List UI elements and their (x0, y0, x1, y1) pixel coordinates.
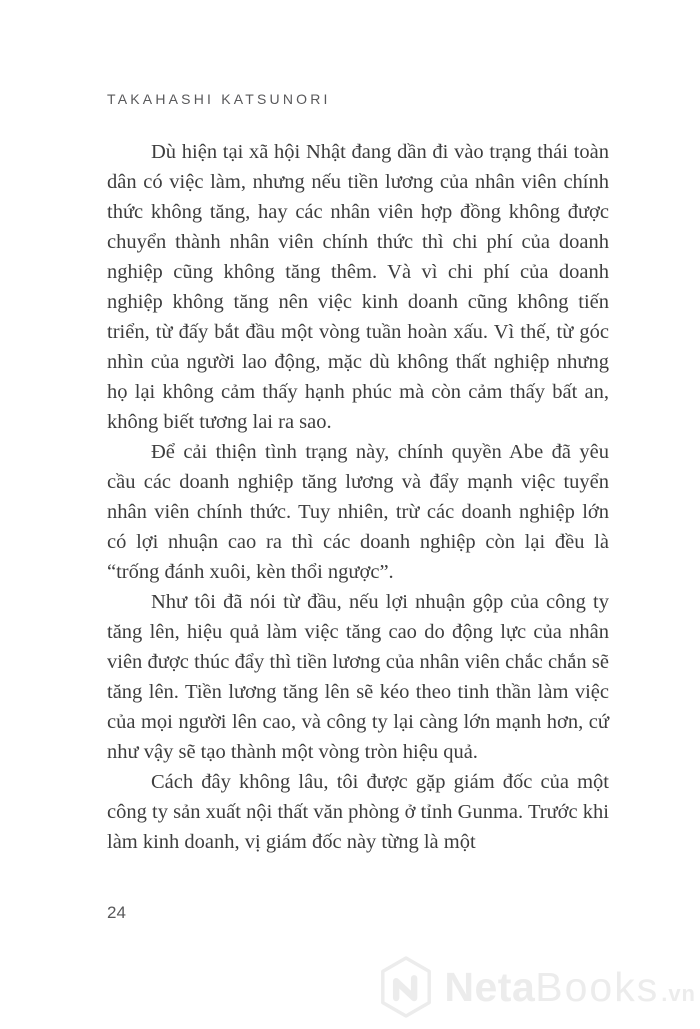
paragraph: Để cải thiện tình trạng này, chính quyền Abe đã yêu cầu các doanh nghiệp tăng lương và đẩy mạnh việc tuyển nhân viên chính thức. Tuy nhiên, trừ các doanh nghiệp lớn có lợi nhuận cao ra thì các doanh nghiệp còn lại đều là “trống đánh xuôi, kèn thổi ngược”. (107, 441, 609, 583)
paragraph: Dù hiện tại xã hội Nhật đang dần đi vào trạng thái toàn dân có việc làm, nhưng nếu tiền lương của nhân viên chính thức không tăng, hay các nhân viên hợp đồng không được chuyển thành nhân viên chính thức thì chi phí của doanh nghiệp cũng không tăng thêm. Và vì chi phí của doanh nghiệp không tăng nên việc kinh doanh cũng không tiến triển, từ đấy bắt đầu một vòng tuần hoàn xấu. Vì thế, từ góc nhìn của người lao động, mặc dù không thất nghiệp nhưng họ lại không cảm thấy hạnh phúc mà còn cảm thấy bất an, không biết tương lai ra sao. (107, 141, 609, 433)
netabooks-hexagon-logo-icon (377, 955, 435, 1019)
page-body-text (107, 137, 609, 857)
watermark-wordmark (444, 963, 696, 1010)
paragraph: Cách đây không lâu, tôi được gặp giám đốc của một công ty sản xuất nội thất văn phòng ở tỉnh Gunma. Trước khi làm kinh doanh, vị giám đốc này từng là một (107, 771, 609, 853)
paragraph: Như tôi đã nói từ đầu, nếu lợi nhuận gộp của công ty tăng lên, hiệu quả làm việc tăng cao do động lực của nhân viên được thúc đẩy thì tiền lương của nhân viên chắc chắn sẽ tăng lên. Tiền lương tăng lên sẽ kéo theo tinh thần làm việc của mọi người lên cao, và công ty lại càng lớn mạnh hơn, cứ như vậy sẽ tạo thành một vòng tròn hiệu quả. (107, 591, 609, 763)
page-number: 24 (107, 903, 126, 922)
watermark-brand-bold: Neta (444, 963, 536, 1010)
netabooks-watermark (377, 955, 696, 1019)
running-header-author: TAKAHASHI KATSUNORI (107, 91, 331, 107)
watermark-brand-light: Books (535, 963, 660, 1010)
watermark-domain-suffix: .vn (661, 980, 696, 1006)
